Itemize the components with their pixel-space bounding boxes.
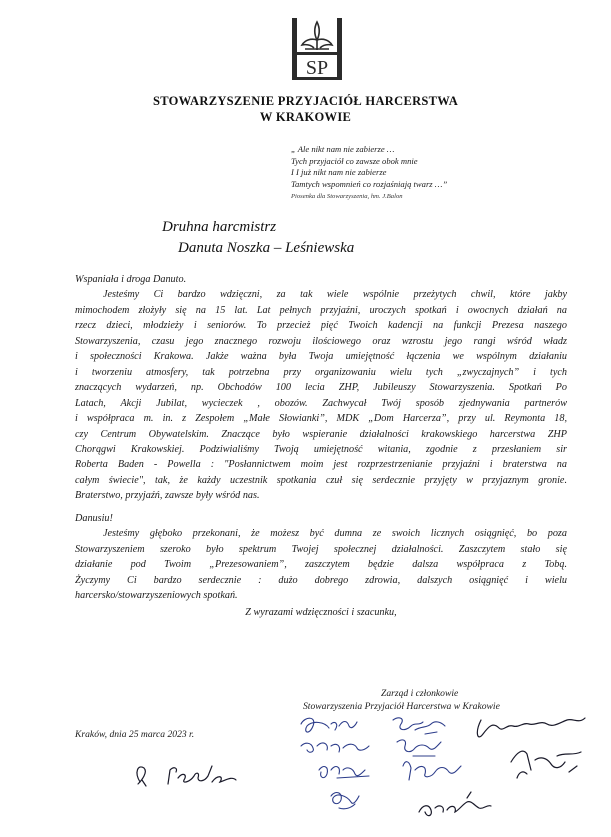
letter-line: Braterstwo, przyjaźń, zawsze były wśród nas.	[75, 490, 260, 502]
association-logo	[292, 18, 342, 80]
letter-line: Jesteśmy Ci bardzo wdzięczni, za tak wiele wspólnie przeżytych chwil, które jakby	[103, 289, 567, 301]
organization-name: STOWARZYSZENIE PRZYJACIÓŁ HARCERSTWA	[152, 94, 459, 108]
letter-line: rzecz dzieci, młodzieży i seniorów. To przecież pięć Twoich kadencji na funkcji Prezesa naszego	[75, 320, 567, 332]
letter-line: Życzymy Ci bardzo serdecznie : dużo dobrego zdrowia, dalszych osiągnięć i wielu	[75, 574, 567, 586]
letter-line: Stowarzyszeniem szeroko było spektrum Twojej społecznej działalności. Zaszczytem stało się	[75, 543, 567, 555]
addressee-name: Danuta Noszka – Leśniewska	[178, 240, 355, 256]
signature-org-line1: Zarząd i członkowie	[381, 688, 459, 699]
handwritten-signature	[128, 760, 248, 790]
poem-line: Tamtych wspomnień co rozjaśniają twarz …”	[291, 178, 448, 189]
letter-line: czy Centrum Obywatelskim. Znaczące było wspieranie działalności krakowskiego harcerstwa ZHP	[75, 428, 567, 440]
poem-quote	[291, 144, 447, 190]
poem-source: Piosenka dla Stowarzyszenia, hm. J.Balon	[291, 193, 403, 200]
letter-line: Roberta Baden - Powella : "Posłannictwem moim jest rozprzestrzenianie przyjaźni i braterstwa na	[75, 459, 567, 471]
closing: Z wyrazami wdzięczności i szacunku,	[245, 606, 397, 618]
members-signatures	[295, 712, 595, 837]
letter-line: znaczących wydarzeń, np. Obchodów 100 lecia ZHP, Jubileuszy Stowarzyszenia. Spotkań Po	[75, 382, 567, 394]
poem-line: I I już nikt nam nie zabierze	[291, 167, 387, 177]
letter-line: całym świecie", tak, że każdy uczestnik spotkania czuł się serdecznie przyjęty w przyjaznym gronie.	[75, 474, 567, 486]
letter-line: Jesteśmy głęboko przekonani, że możesz być dumna ze swoich licznych osiągnięć, bo poza	[103, 528, 567, 540]
letter-line: działanie pod Twoim „Prezesowaniem”, zaszczytem będzie dalsza współpraca z Tobą.	[75, 559, 567, 571]
svg-text:SP: SP	[305, 57, 329, 79]
letter-line: Latach, Akcji Jubilat, wycieczek , obozów. Zachwycał Twój sposób zjednywania partnerów	[75, 397, 567, 409]
addressee-title: Druhna harcmistrz	[162, 219, 277, 235]
paragraph-1	[75, 287, 567, 503]
salutation: Wspaniała i droga Danuto.	[75, 274, 187, 285]
letter-line: Stowarzyszenia, czasu jego znacznego rozwoju ilościowego oraz wzrostu jego rangi wśród władz	[75, 335, 567, 347]
letter-line: mimochodem złożyły się na 15 lat. Lat pełnych przyjaźni, uroczych spotkań i owocnych działań na	[75, 304, 567, 316]
paragraph-2	[75, 526, 567, 603]
letter-line: Chorągwi Krakowskiej. Podziwialiśmy Twoją umiejętność witania, zgodnie z przesłaniem sir	[75, 443, 567, 455]
letter-line: i współpraca m. in. z Zespołem „Małe Słowianki”, MDK „Dom Harcerza”, przy ul. Reymonta 18,	[75, 413, 567, 425]
poem-line: Tych przyjaciół co zawsze obok mnie	[291, 155, 418, 166]
salutation-2: Danusiu!	[75, 512, 113, 524]
letter-line: i społeczności Krakowa. Jakże ważna była Twoja umiejętność łączenia we wspólnym działaniu	[75, 351, 567, 363]
letter-body	[75, 272, 567, 620]
signature-org-line2: Stowarzyszenia Przyjaciół Harcerstwa w Krakowie	[303, 701, 500, 712]
letter-line: i tworzeniu atmosfery, tak potrzebna przy organizowaniu wielu tych „zwyczajnych” i tych	[75, 366, 567, 378]
poem-line: „ Ale nikt nam nie zabierze …	[291, 144, 395, 154]
place-and-date: Kraków, dnia 25 marca 2023 r.	[75, 729, 195, 740]
letter-line: harcersko/stowarzyszeniowych spotkań.	[75, 590, 238, 602]
organization-city: W KRAKOWIE	[259, 110, 352, 124]
